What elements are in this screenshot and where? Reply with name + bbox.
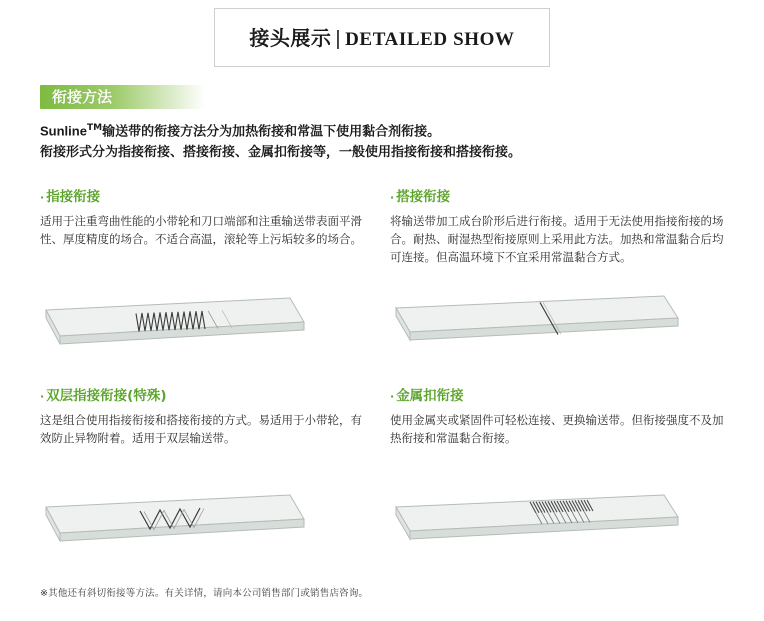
splice-item-finger-title [40,185,364,205]
bullet-dot-icon: · [40,191,45,205]
lap-splice-belt-figure [390,282,724,368]
finger-splice-belt-figure [40,282,364,368]
page-title-separator: | [335,28,342,50]
section-heading-label: 衔接方法 [52,88,113,106]
splice-item-double-finger [40,384,382,567]
page-title [249,22,514,51]
splice-item-lap-title-text: 搭接衔接 [396,189,451,206]
intro-line-1 [40,118,724,142]
splice-item-double-finger-body: 这是组合使用指接衔接和搭接衔接的方式。易适用于小带轮，有效防止异物附着。适用于双层输送带。 [40,413,362,446]
splice-item-finger-title-text: 指接衔接 [46,189,101,206]
intro-line-1-text: 输送带的衔接方法分为加热衔接和常温下使用黏合剂衔接。 [102,124,441,140]
double-finger-splice-belt-illustration [40,481,310,567]
bullet-dot-icon: · [40,390,45,404]
header-box [214,8,549,67]
metal-clip-belt-illustration [390,481,680,567]
footnote: ※其他还有斜切衔接等方法。有关详情，请向本公司销售部门或销售店咨询。 [40,588,369,600]
finger-splice-belt-illustration [40,282,310,368]
lap-splice-belt-illustration [390,282,680,368]
double-finger-splice-belt-figure [40,481,364,567]
section-heading [40,85,724,109]
splice-item-finger-body: 适用于注重弯曲性能的小带轮和刀口端部和注重输送带表面平滑性、厚度精度的场合。不适合高温，滚轮等上污垢较多的场合。 [40,214,362,247]
header [0,0,764,67]
content [0,67,764,599]
page-title-en: DETAILED SHOW [345,29,515,50]
metal-clip-belt-figure [390,481,724,567]
splice-item-metal-clip-title-text: 金属扣衔接 [396,388,464,405]
splice-item-metal-clip-body: 使用金属夹或紧固件可轻松连接、更换输送带。但衔接强度不及加热衔接和常温黏合衔接。 [390,413,724,446]
splice-item-metal-clip [382,384,724,567]
bullet-dot-icon: · [390,191,395,205]
page-title-cn: 接头展示 [249,26,332,50]
splice-type-grid [40,185,724,567]
splice-item-finger [40,185,382,368]
intro-line-2: 衔接形式分为指接衔接、搭接衔接、金属扣衔接等，一般使用指接衔接和搭接衔接。 [40,145,522,161]
splice-item-lap-title [390,185,724,205]
splice-item-lap [382,185,724,368]
bullet-dot-icon: · [390,390,395,404]
splice-item-metal-clip-title [390,384,724,404]
trademark-mark: TM [86,123,103,133]
brand-name: Sunline [40,123,87,139]
splice-item-double-finger-title [40,384,364,404]
splice-item-lap-body: 将输送带加工成台阶形后进行衔接。适用于无法使用指接衔接的场合。耐热、耐湿热型衔接原则上采用此方法。加热和常温黏合后均可连接。但高温环境下不宜采用常温黏合方式。 [390,214,724,265]
splice-item-double-finger-title-text: 双层指接衔接(特殊) [46,388,167,405]
